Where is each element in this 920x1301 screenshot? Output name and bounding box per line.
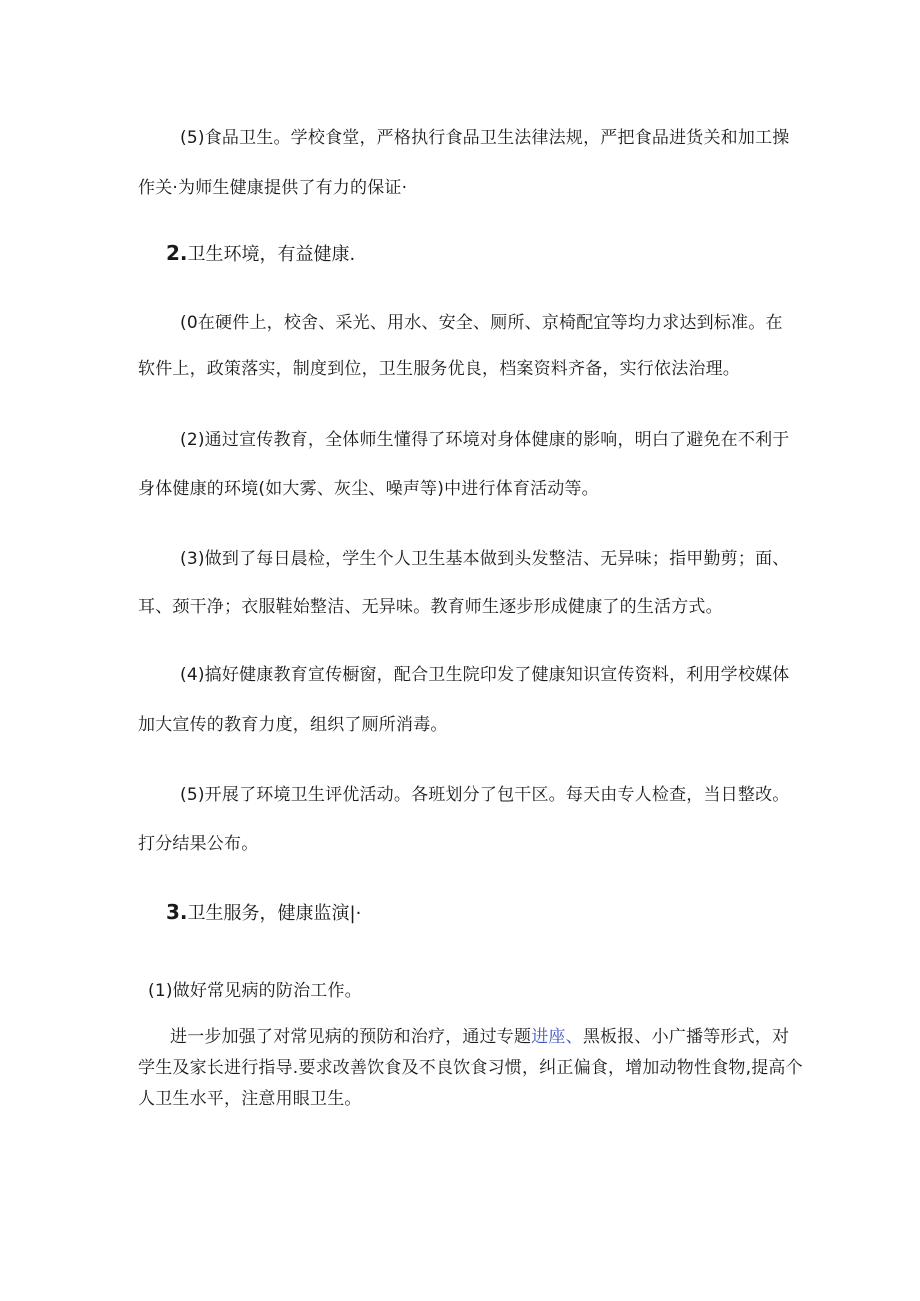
env-item-4-line-1: (4)搞好健康教育宣传橱窗，配合卫生院印发了健康知识宣传资料，利用学校媒体 [180, 665, 790, 685]
section-3-title: 卫生服务，健康监演|· [187, 903, 362, 924]
env-item-3-line-1: (3)做到了每日晨检，学生个人卫生基本做到头发整洁、无异味；指甲勤剪；面、 [180, 549, 790, 569]
section-2-number: 2. [166, 241, 188, 265]
env-item-3-line-2: 耳、颈干净；衣服鞋始整洁、无异味。教育师生逐步形成健康了的生活方式。 [138, 597, 723, 617]
food-hygiene-line-2: 作关·为师生健康提供了有力的保证· [138, 178, 408, 198]
common-disease-subheading: (1)做好常见病的防治工作。 [148, 981, 362, 1001]
env-item-5-line-2: 打分结果公布。 [138, 834, 259, 854]
section-3-heading [166, 899, 361, 927]
prevention-para-line-1 [170, 1025, 789, 1049]
prevention-para-line-2: 学生及家长进行指导.要求改善饮食及不良饮食习惯，纠正偏食，增加动物性食物,提高个 [138, 1058, 803, 1078]
prevention-para-text-before: 进一步加强了对常见病的预防和治疗，通过专题 [170, 1027, 532, 1047]
env-item-4-line-2: 加大宣传的教育力度，组织了厕所消毒。 [138, 715, 448, 735]
env-item-2-line-1: (2)通过宣传教育，全体师生懂得了环境对身体健康的影响，明白了避免在不利于 [180, 430, 790, 450]
env-item-1-line-1: (0在硬件上，校舍、采光、用水、安全、厕所、京椅配宜等均力求达到标准。在 [180, 313, 783, 333]
section-2-heading [166, 240, 355, 268]
prevention-para-line-3: 人卫生水平，注意用眼卫生。 [138, 1089, 362, 1109]
food-hygiene-line-1: (5)食品卫生。学校食堂，严格执行食品卫生法律法规，严把食品进货关和加工操 [180, 128, 790, 148]
prevention-para-text-after: 黑板报、小广播等形式，对 [582, 1027, 790, 1047]
env-item-1-line-2: 软件上，政策落实，制度到位，卫生服务优良，档案资料齐备，实行依法治理。 [138, 359, 740, 379]
section-2-title: 卫生环境，有益健康. [187, 244, 356, 265]
env-item-2-line-2: 身体健康的环境(如大雾、灰尘、噪声等)中进行体育活动等。 [138, 479, 599, 499]
lecture-link[interactable]: 进座、 [531, 1027, 583, 1047]
env-item-5-line-1: (5)开展了环境卫生评优活动。各班划分了包干区。每天由专人检查，当日整改。 [180, 785, 790, 805]
section-3-number: 3. [166, 900, 188, 924]
